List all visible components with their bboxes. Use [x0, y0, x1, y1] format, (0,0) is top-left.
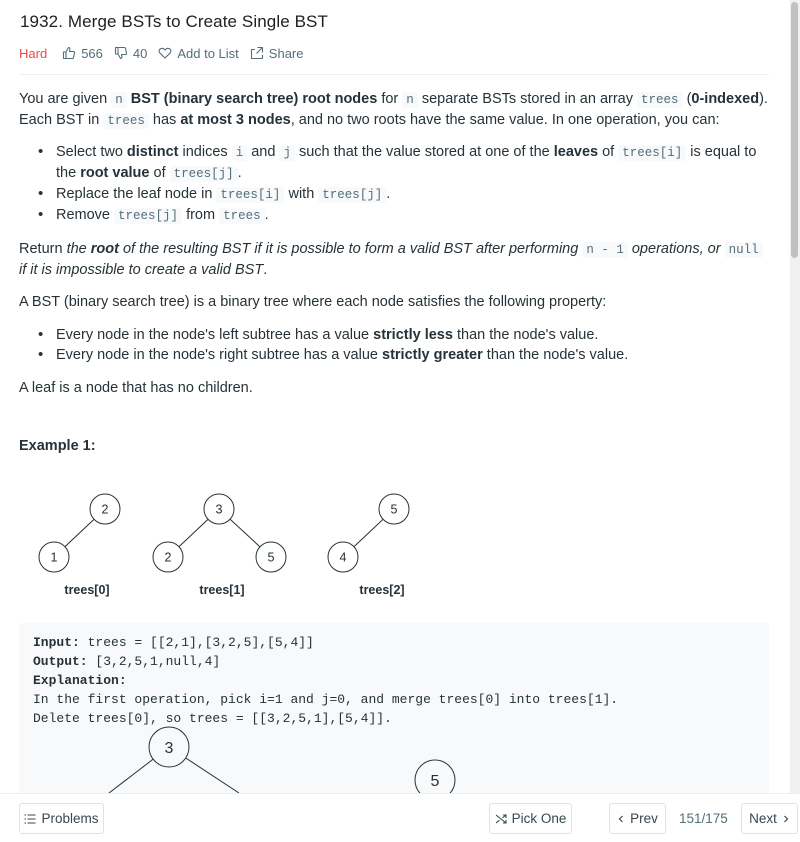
- share-icon: [250, 46, 264, 60]
- list-icon: [24, 814, 36, 824]
- merged-tree-figure: [19, 623, 769, 793]
- next-label: Next: [749, 811, 777, 826]
- list-item: • Remove trees[j] from trees .: [19, 205, 771, 226]
- list-item: • Select two distinct indices i and j such that the value stored at one of the leaves of trees[i] is equal to the root value of trees[j] .: [19, 142, 771, 184]
- operation-list: [19, 142, 771, 226]
- tree-2-root: 5: [390, 502, 398, 517]
- output-value: [3,2,5,1,null,4]: [87, 654, 221, 669]
- tree-1-right: 5: [267, 550, 275, 565]
- tree-1-root: 3: [215, 502, 223, 517]
- tree-2-left: 4: [339, 550, 347, 565]
- dislike-button[interactable]: [114, 46, 147, 61]
- merged-other-root-node: 5: [430, 773, 440, 790]
- page-counter: 151/175: [679, 811, 728, 826]
- tree-1: [153, 494, 286, 597]
- next-button[interactable]: [741, 803, 798, 834]
- example-trees-figure: [0, 480, 790, 605]
- problem-meta: [19, 44, 315, 62]
- list-item: • Every node in the node's right subtree has a value strictly greater than the node's value.: [19, 345, 771, 365]
- explanation-line-1: In the first operation, pick i=1 and j=0, and merge trees[0] into trees[1].: [33, 692, 619, 707]
- description-paragraph-1: You are given n BST (binary search tree) root nodes for n separate BSTs stored in an array trees (0-indexed). Each BST in trees has at most 3 nodes, and no two roots have the same value. In one operation, you can:: [19, 91, 768, 128]
- scrollbar-thumb[interactable]: [791, 2, 798, 258]
- problem-description: [19, 89, 771, 398]
- pick-one-button[interactable]: [489, 803, 572, 834]
- input-label: Input:: [33, 635, 80, 650]
- shuffle-icon: [495, 813, 507, 825]
- footer-bar: [0, 793, 800, 842]
- prev-button[interactable]: [609, 803, 666, 834]
- chevron-left-icon: [617, 814, 625, 824]
- like-count: 566: [81, 45, 103, 61]
- list-item: • Replace the leaf node in trees[i] with trees[j] .: [19, 184, 771, 205]
- share-label: Share: [268, 45, 304, 61]
- input-value: trees = [[2,1],[3,2,5],[5,4]]: [79, 635, 314, 650]
- output-label: Output:: [33, 654, 88, 669]
- problems-button[interactable]: [19, 803, 104, 834]
- header-divider: [19, 74, 769, 75]
- description-paragraph-4: A leaf is a node that has no children.: [19, 380, 253, 396]
- merged-root-node: 3: [164, 740, 174, 757]
- tree-1-label: trees[1]: [199, 583, 245, 597]
- tree-2-label: trees[2]: [359, 583, 405, 597]
- difficulty-badge: Hard: [19, 45, 48, 61]
- heart-icon: [158, 46, 172, 60]
- pick-one-label: Pick One: [511, 811, 567, 826]
- example-title: Example 1:: [19, 438, 96, 454]
- list-item: • Every node in the node's left subtree has a value strictly less than the node's value.: [19, 325, 771, 345]
- tree-2: [328, 494, 409, 597]
- description-paragraph-2: Return the root of the resulting BST if it is possible to form a valid BST after performing n - 1 operations, or null if it is impossible to create a valid BST.: [19, 239, 771, 280]
- thumbs-up-icon: [62, 46, 76, 60]
- example-code-block: [19, 623, 769, 793]
- property-list: [19, 325, 771, 365]
- tree-0-left: 1: [50, 550, 58, 565]
- tree-0: [39, 494, 120, 597]
- dislike-count: 40: [132, 45, 148, 61]
- prev-label: Prev: [630, 811, 658, 826]
- tree-0-label: trees[0]: [64, 583, 110, 597]
- explanation-label: Explanation:: [33, 673, 127, 688]
- explanation-line-2: Delete trees[0], so trees = [[3,2,5,1],[5,4]].: [33, 711, 392, 726]
- problem-title: 1932. Merge BSTs to Create Single BST: [20, 12, 328, 31]
- chevron-right-icon: [782, 814, 790, 824]
- tree-0-root: 2: [101, 502, 109, 517]
- like-button[interactable]: [62, 46, 103, 61]
- add-to-list-button[interactable]: [158, 46, 238, 61]
- share-button[interactable]: [250, 46, 304, 61]
- add-to-list-label: Add to List: [177, 45, 239, 61]
- description-paragraph-3: A BST (binary search tree) is a binary tree where each node satisfies the following property:: [19, 294, 607, 310]
- problems-label: Problems: [41, 811, 99, 826]
- thumbs-down-icon: [114, 46, 128, 60]
- tree-1-left: 2: [164, 550, 172, 565]
